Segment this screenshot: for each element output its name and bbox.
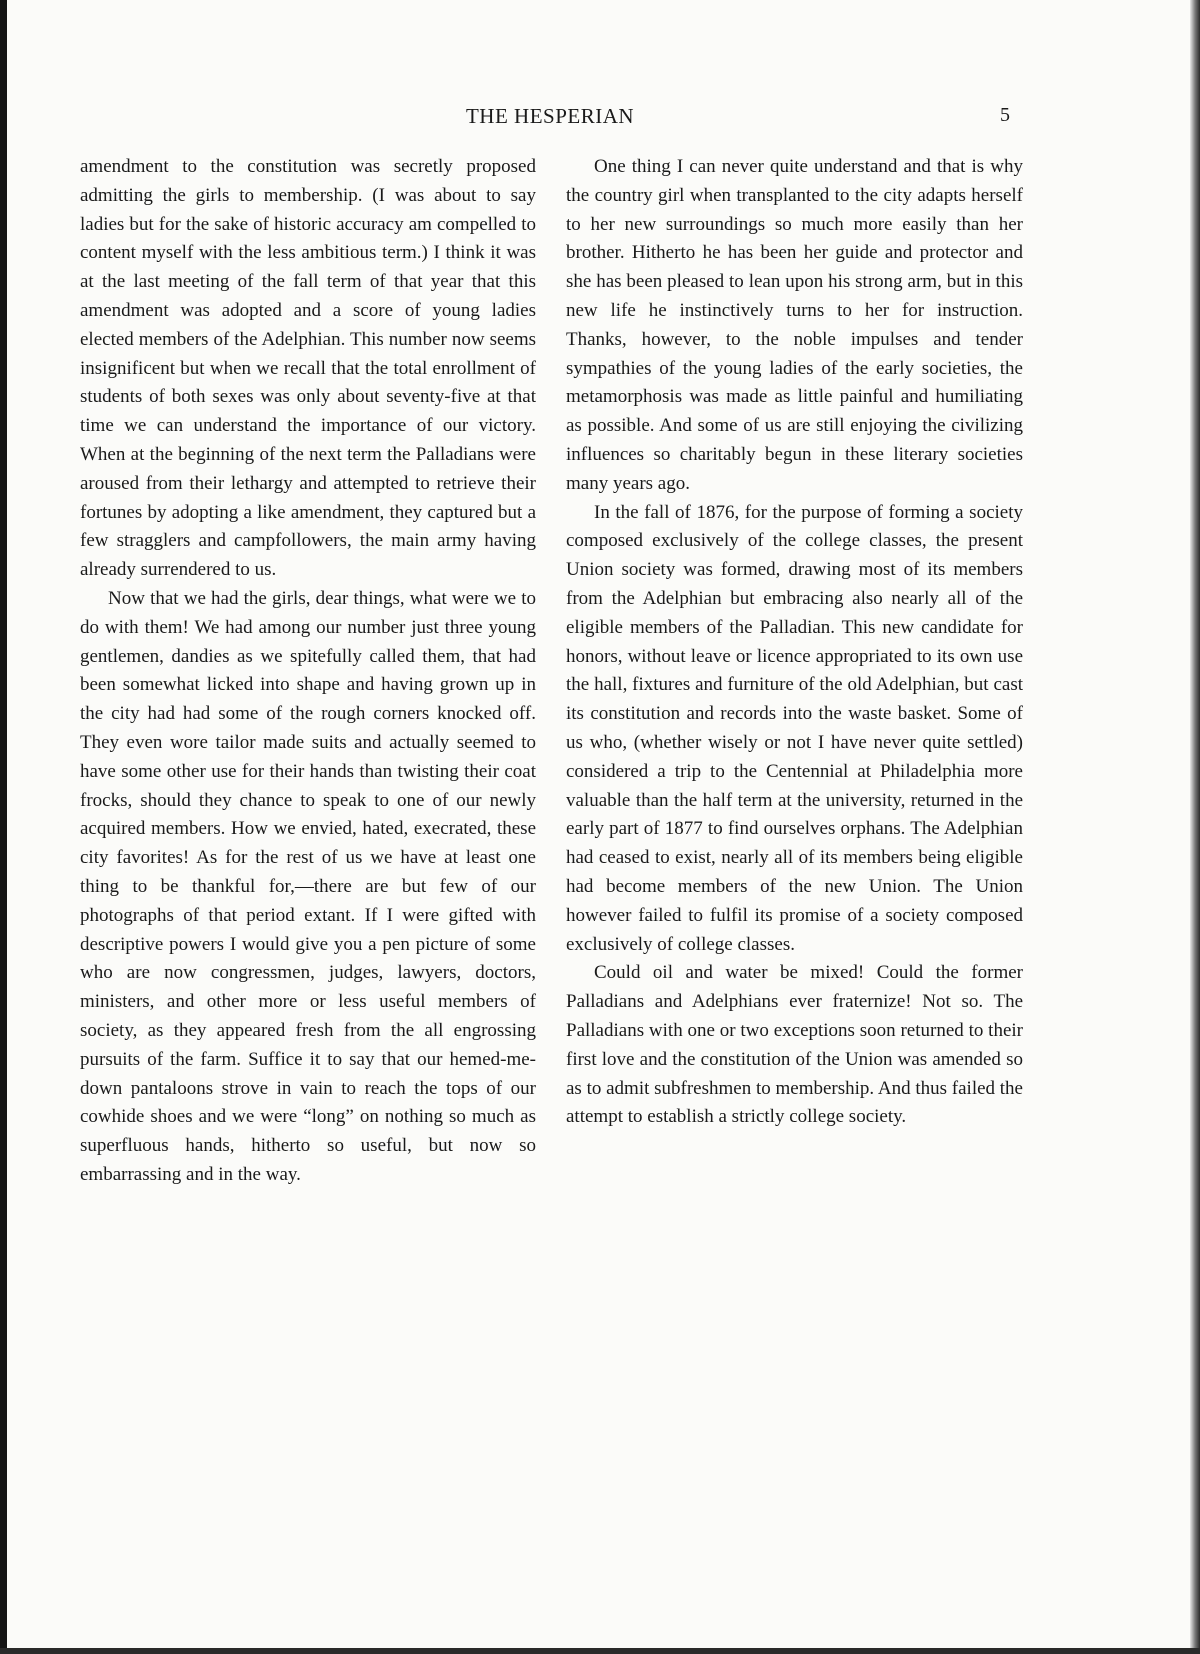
paragraph: In the fall of 1876, for the purpose of forming a society composed exclusively of the college classes, the present Union society was formed, drawing most of its members from the Adelphian but embracing also nearly all of the eligible members of the Palladian. This new candidate for honors, without leave or licence appropriated to its own use the hall, fixtures and furniture of the old Adelphian, but cast its constitution and records into the waste basket. Some of us who, (whether wisely or not I have never quite settled) considered a trip to the Centennial at Philadelphia more valuable than the half term at the university, returned in the early part of 1877 to find ourselves orphans. The Adelphian had ceased to exist, nearly all of its members being eligible had become members of the new Union. The Union however failed to fulfil its promise of a society composed exclusively of college classes. (566, 501, 1023, 955)
scan-border-left (0, 0, 7, 1654)
scan-border-right (1190, 0, 1200, 1654)
left-column (80, 153, 536, 1190)
paragraph: Now that we had the girls, dear things, what were we to do with them! We had among our number just three young gentlemen, dandies as we spitefully called them, that had been somewhat licked into shape and having grown up in the city had had some of the rough corners knocked off. They even wore tailor made suits and actually seemed to have some other use for their hands than twisting their coat frocks, should they chance to speak to one of our newly acquired members. How we envied, hated, execrated, these city favorites! As for the rest of us we have at least one thing to be thankful for,—there are but few of our photographs of that period extant. If I were gifted with descriptive powers I would give you a pen picture of some who are now congressmen, judges, lawyers, doctors, ministers, and other more or less useful members of society, as they appeared fresh from the all engrossing pursuits of the farm. Suffice it to say that our hemed-me-down pantaloons strove in vain to reach the tops of our cowhide shoes and we were “long” on nothing so much as superfluous hands, hitherto so useful, but now so embarrassing and in the way. (80, 587, 536, 1185)
running-title: THE HESPERIAN (465, 104, 635, 128)
running-header (0, 104, 1200, 132)
paragraph: Could oil and water be mixed! Could the former Palladians and Adelphians ever fraternize! Not so. The Palladians with one or two exceptions soon returned to their first love and the constitution of the Union was amended so as to admit subfreshmen to membership. And thus failed the attempt to establish a strictly college society. (566, 962, 1023, 1128)
paragraph: amendment to the constitution was secretly proposed admitting the girls to membership. (I was about to say ladies but for the sake of historic accuracy am compelled to content myself with the less ambitious term.) I think it was at the last meeting of the fall term of that year that this amendment was adopted and a score of young ladies elected members of the Adelphian. This number now seems insignificent but when we recall that the total enrollment of students of both sexes was only about seventy-five at that time we can understand the importance of our victory. When at the beginning of the next term the Palladians were aroused from their lethargy and attempted to retrieve their fortunes by adopting a like amendment, they captured but a few stragglers and campfollowers, the main army having already surrendered to us. (80, 156, 536, 581)
scan-border-bottom (0, 1648, 1200, 1654)
right-column (566, 153, 1023, 1132)
paragraph: One thing I can never quite understand and that is why the country girl when transplanted to the city adapts herself to her new surroundings so much more easily than her brother. Hitherto he has been her guide and protector and she has been pleased to lean upon his strong arm, but in this new life he instinctively turns to her for instruction. Thanks, however, to the noble impulses and tender sympathies of the young ladies of the early societies, the metamorphosis was made as little painful and humiliating as possible. And some of us are still enjoying the civilizing influences so charitably begun in these literary societies many years ago. (566, 156, 1023, 494)
page-number: 5 (1000, 104, 1010, 126)
